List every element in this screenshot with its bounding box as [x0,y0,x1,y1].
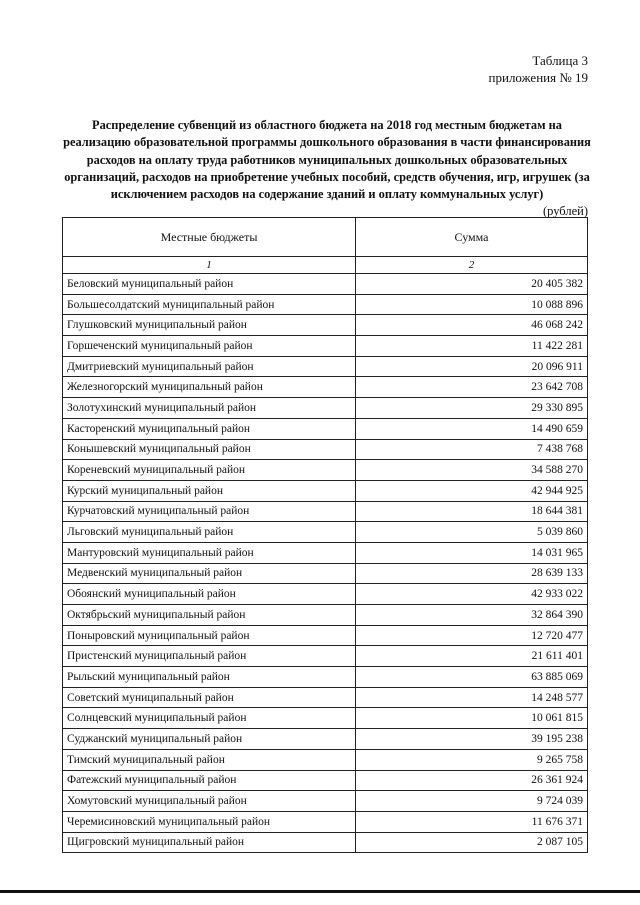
budget-name-cell: Железногорский муниципальный район [63,377,356,398]
table-row [63,563,588,584]
table-row [63,625,588,646]
amount-cell: 7 438 768 [356,439,588,460]
budget-name-cell: Тимский муниципальный район [63,749,356,770]
amount-cell: 29 330 895 [356,398,588,419]
table-row [63,832,588,853]
column-header-amount: Сумма [356,218,588,257]
budget-name-cell: Обоянский муниципальный район [63,584,356,605]
table-row [63,294,588,315]
table-row [63,770,588,791]
table-row [63,501,588,522]
table-row [63,460,588,481]
table-row [63,729,588,750]
budget-name-cell: Глушковский муниципальный район [63,315,356,336]
table-row [63,480,588,501]
amount-cell: 63 885 069 [356,667,588,688]
amount-cell: 39 195 238 [356,729,588,750]
budget-name-cell: Дмитриевский муниципальный район [63,356,356,377]
column-number-2: 2 [356,257,588,274]
bottom-divider [0,890,640,893]
units-label: (рублей) [542,204,588,218]
table-reference [489,52,588,86]
column-header-budgets: Местные бюджеты [63,218,356,257]
table-row [63,315,588,336]
amount-cell: 11 422 281 [356,336,588,357]
column-number-1: 1 [63,257,356,274]
amount-cell: 9 724 039 [356,791,588,812]
table-row [63,356,588,377]
budget-name-cell: Пристенский муниципальный район [63,646,356,667]
amount-cell: 18 644 381 [356,501,588,522]
budget-name-cell: Льговский муниципальный район [63,522,356,543]
amount-cell: 5 039 860 [356,522,588,543]
budget-name-cell: Кореневский муниципальный район [63,460,356,481]
table-row [63,274,588,295]
budget-name-cell: Горшеченский муниципальный район [63,336,356,357]
budget-name-cell: Черемисиновский муниципальный район [63,811,356,832]
budget-name-cell: Фатежский муниципальный район [63,770,356,791]
table-row [63,439,588,460]
table-body [63,274,588,853]
table-row [63,584,588,605]
table-row [63,522,588,543]
amount-cell: 42 933 022 [356,584,588,605]
table-row [63,646,588,667]
budget-name-cell: Мантуровский муниципальный район [63,542,356,563]
table-row [63,791,588,812]
amount-cell: 46 068 242 [356,315,588,336]
budget-name-cell: Большесолдатский муниципальный район [63,294,356,315]
amount-cell: 10 061 815 [356,708,588,729]
amount-cell: 26 361 924 [356,770,588,791]
budget-name-cell: Медвенский муниципальный район [63,563,356,584]
budget-table [62,217,588,853]
table-label: Таблица 3 [532,53,588,68]
budget-name-cell: Конышевский муниципальный район [63,439,356,460]
amount-cell: 11 676 371 [356,811,588,832]
amount-cell: 21 611 401 [356,646,588,667]
amount-cell: 2 087 105 [356,832,588,853]
budget-name-cell: Поныровский муниципальный район [63,625,356,646]
budget-name-cell: Рыльский муниципальный район [63,667,356,688]
amount-cell: 42 944 925 [356,480,588,501]
amount-cell: 14 248 577 [356,687,588,708]
amount-cell: 28 639 133 [356,563,588,584]
table-row [63,687,588,708]
budget-name-cell: Щигровский муниципальный район [63,832,356,853]
table-row [63,811,588,832]
amount-cell: 12 720 477 [356,625,588,646]
table-row [63,708,588,729]
budget-name-cell: Курский муниципальный район [63,480,356,501]
amount-cell: 10 088 896 [356,294,588,315]
amount-cell: 20 405 382 [356,274,588,295]
amount-cell: 34 588 270 [356,460,588,481]
table-row [63,542,588,563]
budget-name-cell: Суджанский муниципальный район [63,729,356,750]
budget-name-cell: Солнцевский муниципальный район [63,708,356,729]
table-header-row [63,218,588,257]
amount-cell: 14 490 659 [356,418,588,439]
amount-cell: 20 096 911 [356,356,588,377]
amount-cell: 32 864 390 [356,605,588,626]
table-row [63,336,588,357]
budget-name-cell: Советский муниципальный район [63,687,356,708]
table-row [63,418,588,439]
budget-name-cell: Касторенский муниципальный район [63,418,356,439]
budget-name-cell: Октябрьский муниципальный район [63,605,356,626]
amount-cell: 9 265 758 [356,749,588,770]
budget-name-cell: Хомутовский муниципальный район [63,791,356,812]
table-row [63,667,588,688]
budget-name-cell: Курчатовский муниципальный район [63,501,356,522]
table-row [63,605,588,626]
amount-cell: 14 031 965 [356,542,588,563]
table-row [63,377,588,398]
budget-name-cell: Беловский муниципальный район [63,274,356,295]
document-title: Распределение субвенций из областного бюджета на 2018 год местным бюджетам на реализацию образовательной программы дошкольного образования в части финансирования расходов на оплату труда работников муниципальных дошкольных образовательных организаций, расходов на приобретение учебных пособий, средств обучения, игр, игрушек (за исключением расходов на содержание зданий и оплату коммунальных услуг) [63,118,591,202]
appendix-label: приложения № 19 [488,70,588,85]
table-row [63,398,588,419]
amount-cell: 23 642 708 [356,377,588,398]
column-number-row [63,257,588,274]
table-row [63,749,588,770]
budget-name-cell: Золотухинский муниципальный район [63,398,356,419]
